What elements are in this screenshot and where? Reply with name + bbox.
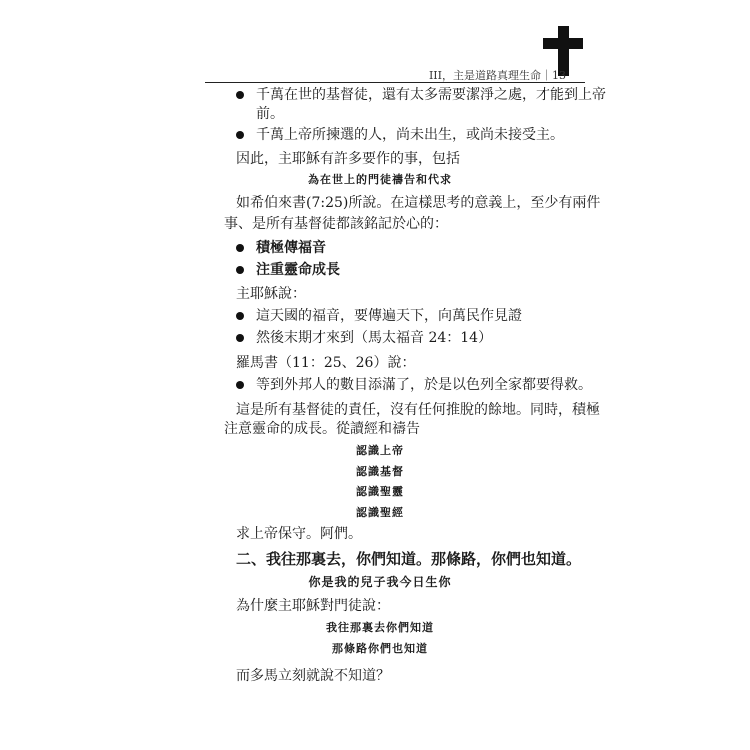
bullet-icon [236,334,244,342]
section-heading: 二、我往那裏去，你們知道。那條路，你們也知道。 [236,550,582,568]
bold-bullet-text: 注重靈命成長 [256,262,340,278]
paragraph: 因此，主耶穌有許多要作的事，包括 [236,151,460,167]
bullet-icon [236,131,244,139]
centered-line: 認識上帝 [356,444,404,457]
paragraph: 求上帝保守。阿們。 [236,526,362,542]
bullet-icon [236,381,244,389]
bullet-text: 千萬上帝所揀選的人，尚未出生，或尚未接受主。 [256,127,564,143]
bullet-icon [236,91,244,99]
paragraph: 而多馬立刻就說不知道？ [236,668,390,684]
bullet-icon [236,244,244,252]
running-head: III，主是道路真理生命｜13 [428,69,566,82]
centered-line: 認識聖靈 [356,485,404,498]
bullet-text: 千萬在世的基督徒，還有太多需要潔淨之處，才能到上帝 [256,87,606,103]
centered-line: 那條路你們也知道 [332,642,428,655]
paragraph: 主耶穌說： [236,286,306,302]
paragraph: 羅馬書（11：25、26）說： [236,355,416,371]
centered-line: 認識聖經 [356,506,404,519]
bullet-text-continuation: 前。 [256,106,284,122]
bullet-text: 等到外邦人的數目添滿了，於是以色列全家都要得救。 [256,377,592,393]
bullet-icon [236,266,244,274]
paragraph: 如希伯來書(7:25)所說。在這樣思考的意義上，至少有兩件 [236,195,601,211]
bullet-text: 這天國的福音，要傳遍天下，向萬民作見證 [256,308,522,324]
centered-line: 我往那裏去你們知道 [326,621,434,634]
paragraph: 事、是所有基督徒都該銘記於心的： [224,216,448,232]
centered-line: 為在世上的門徒禱告和代求 [308,173,452,186]
bullet-text: 然後末期才來到（馬太福音 24：14） [256,330,493,346]
paragraph: 注意靈命的成長。從讀經和禱告 [224,421,420,437]
bold-bullet-text: 積極傳福音 [256,240,326,256]
paragraph: 這是所有基督徒的責任，沒有任何推脫的餘地。同時，積極 [236,402,600,418]
centered-line: 認識基督 [356,465,404,478]
bullet-icon [236,312,244,320]
paragraph: 為什麼主耶穌對門徒說： [236,598,390,614]
centered-line: 你是我的兒子我今日生你 [308,575,452,589]
